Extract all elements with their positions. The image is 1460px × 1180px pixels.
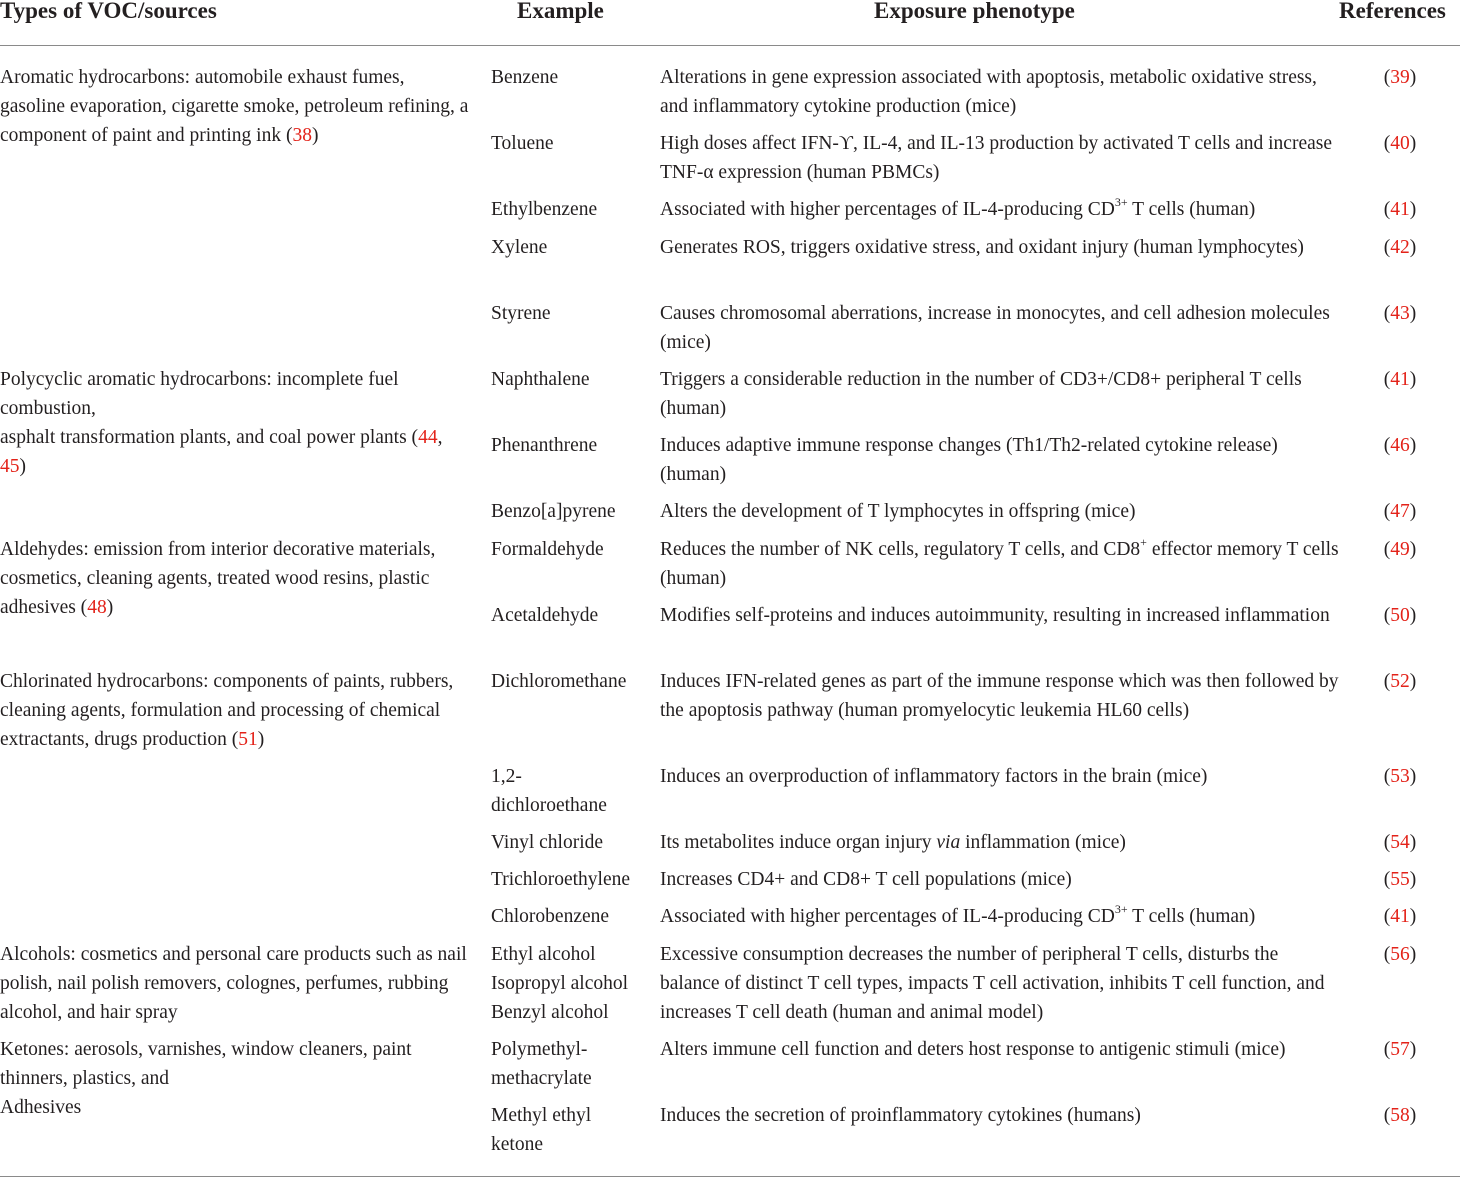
ref-link[interactable]: 40 bbox=[1390, 133, 1410, 154]
ref-link[interactable]: 45 bbox=[0, 456, 20, 477]
ref-link[interactable]: 39 bbox=[1390, 67, 1410, 88]
header-references: References bbox=[1339, 0, 1446, 23]
example-cell: Toluene bbox=[491, 133, 554, 154]
ref-link[interactable]: 55 bbox=[1390, 869, 1410, 890]
reference-cell: (40) bbox=[1383, 133, 1417, 154]
example-cell: Dichloromethane bbox=[491, 671, 627, 692]
phenotype-cell: Reduces the number of NK cells, regulatory T cells, and CD8+ effector memory T cells (human) bbox=[660, 535, 1339, 589]
header-rule bbox=[0, 45, 1460, 46]
example-cell: Benzo[a]pyrene bbox=[491, 501, 616, 522]
example-cell: Trichloroethylene bbox=[491, 869, 631, 890]
table-header bbox=[0, 0, 1460, 26]
example-cell: Chlorobenzene bbox=[491, 906, 610, 927]
ref-link[interactable]: 47 bbox=[1390, 501, 1410, 522]
reference-cell: (41) bbox=[1383, 199, 1417, 220]
example-cell: Styrene bbox=[491, 303, 551, 324]
example-cell: Polymethyl- methacrylate bbox=[491, 1039, 592, 1089]
phenotype-cell: Generates ROS, triggers oxidative stress, and oxidant injury (human lymphocytes) bbox=[660, 237, 1304, 258]
reference-cell: (57) bbox=[1383, 1039, 1417, 1060]
ref-link[interactable]: 52 bbox=[1390, 671, 1410, 692]
phenotype-cell: Excessive consumption decreases the number of peripheral T cells, disturbs the balance of distinct T cell types, impacts T cell activation, inhibits T cell function, and increases T cell death (human and animal model) bbox=[660, 944, 1325, 1023]
phenotype-cell: High doses affect IFN-ϒ, IL-4, and IL-13 production by activated T cells and increase TNF-α expression (human PBMCs) bbox=[660, 133, 1332, 183]
reference-cell: (50) bbox=[1383, 605, 1417, 626]
ref-link[interactable]: 50 bbox=[1390, 605, 1410, 626]
group-aldehydes: Aldehydes: emission from interior decorative materials, cosmetics, cleaning agents, treated wood resins, plastic adhesives (48) bbox=[0, 539, 436, 618]
reference-cell: (41) bbox=[1383, 369, 1417, 390]
phenotype-cell: Increases CD4+ and CD8+ T cell populations (mice) bbox=[660, 869, 1072, 890]
group-chlorinated: Chlorinated hydrocarbons: components of paints, rubbers, cleaning agents, formulation and processing of chemical extractants, drugs production (51) bbox=[0, 671, 454, 750]
phenotype-cell: Alters immune cell function and deters host response to antigenic stimuli (mice) bbox=[660, 1039, 1286, 1060]
example-cell: Formaldehyde bbox=[491, 539, 604, 560]
ref-link[interactable]: 56 bbox=[1390, 944, 1410, 965]
group-alcohols: Alcohols: cosmetics and personal care products such as nail polish, nail polish removers, colognes, perfumes, rubbing alcohol, and hair spray bbox=[0, 944, 467, 1023]
group-polycyclic: Polycyclic aromatic hydrocarbons: incomplete fuel combustion, asphalt transformation plants, and coal power plants (44, 45) bbox=[0, 369, 443, 477]
example-cell: 1,2- dichloroethane bbox=[491, 766, 607, 816]
group-aromatic: Aromatic hydrocarbons: automobile exhaust fumes, gasoline evaporation, cigarette smoke, petroleum refining, a component of paint and printing ink (38) bbox=[0, 67, 469, 146]
ref-link[interactable]: 46 bbox=[1390, 435, 1410, 456]
header-example: Example bbox=[517, 0, 604, 23]
reference-cell: (54) bbox=[1383, 832, 1417, 853]
header-phenotype: Exposure phenotype bbox=[874, 0, 1075, 23]
reference-cell: (55) bbox=[1383, 869, 1417, 890]
phenotype-cell: Its metabolites induce organ injury via inflammation (mice) bbox=[660, 832, 1126, 853]
example-cell: Ethylbenzene bbox=[491, 199, 598, 220]
example-cell: Acetaldehyde bbox=[491, 605, 599, 626]
ref-link[interactable]: 42 bbox=[1390, 237, 1410, 258]
ref-link[interactable]: 38 bbox=[292, 125, 312, 146]
example-cell: Ethyl alcohol Isopropyl alcohol Benzyl alcohol bbox=[491, 944, 629, 1023]
reference-cell: (52) bbox=[1383, 671, 1417, 692]
ref-link[interactable]: 51 bbox=[238, 729, 258, 750]
header-types: Types of VOC/sources bbox=[0, 0, 217, 23]
phenotype-cell: Induces an overproduction of inflammatory factors in the brain (mice) bbox=[660, 766, 1208, 787]
phenotype-cell: Causes chromosomal aberrations, increase in monocytes, and cell adhesion molecules (mice) bbox=[660, 303, 1330, 353]
example-cell: Xylene bbox=[491, 237, 548, 258]
group-ketones: Ketones: aerosols, varnishes, window cleaners, paint thinners, plastics, and Adhesives bbox=[0, 1039, 412, 1118]
reference-cell: (47) bbox=[1383, 501, 1417, 522]
reference-cell: (43) bbox=[1383, 303, 1417, 324]
ref-link[interactable]: 48 bbox=[87, 597, 107, 618]
ref-link[interactable]: 41 bbox=[1390, 906, 1410, 927]
phenotype-cell: Alterations in gene expression associated with apoptosis, metabolic oxidative stress, and inflammatory cytokine production (mice) bbox=[660, 67, 1317, 117]
reference-cell: (41) bbox=[1383, 906, 1417, 927]
reference-cell: (49) bbox=[1383, 539, 1417, 560]
reference-cell: (56) bbox=[1383, 944, 1417, 965]
phenotype-cell: Modifies self-proteins and induces autoimmunity, resulting in increased inflammation bbox=[660, 605, 1330, 626]
reference-cell: (58) bbox=[1383, 1105, 1417, 1126]
footer-rule bbox=[0, 1176, 1460, 1177]
phenotype-cell: Associated with higher percentages of IL-4-producing $CD^{3+}$ T cells (human) bbox=[660, 902, 1256, 927]
example-cell: Methyl ethyl ketone bbox=[491, 1105, 592, 1155]
reference-cell: (46) bbox=[1383, 435, 1417, 456]
example-cell: Naphthalene bbox=[491, 369, 590, 390]
ref-link[interactable]: 41 bbox=[1390, 199, 1410, 220]
example-cell: Benzene bbox=[491, 67, 559, 88]
ref-link[interactable]: 53 bbox=[1390, 766, 1410, 787]
ref-link[interactable]: 44 bbox=[418, 427, 438, 448]
example-cell: Vinyl chloride bbox=[491, 832, 604, 853]
reference-cell: (42) bbox=[1383, 237, 1417, 258]
example-cell: Phenanthrene bbox=[491, 435, 598, 456]
phenotype-cell: Induces adaptive immune response changes (Th1/Th2-related cytokine release) (human) bbox=[660, 435, 1278, 485]
ref-link[interactable]: 43 bbox=[1390, 303, 1410, 324]
reference-cell: (39) bbox=[1383, 67, 1417, 88]
phenotype-cell: Associated with higher percentages of IL-4-producing $CD^{3+}$ T cells (human) bbox=[660, 195, 1256, 220]
phenotype-cell: Alters the development of T lymphocytes in offspring (mice) bbox=[660, 501, 1136, 522]
phenotype-cell: Triggers a considerable reduction in the number of CD3+/CD8+ peripheral T cells (human) bbox=[660, 369, 1302, 419]
ref-link[interactable]: 58 bbox=[1390, 1105, 1410, 1126]
ref-link[interactable]: 41 bbox=[1390, 369, 1410, 390]
ref-link[interactable]: 49 bbox=[1390, 539, 1410, 560]
phenotype-cell: Induces the secretion of proinflammatory cytokines (humans) bbox=[660, 1105, 1141, 1126]
ref-link[interactable]: 54 bbox=[1390, 832, 1410, 853]
reference-cell: (53) bbox=[1383, 766, 1417, 787]
phenotype-cell: Induces IFN-related genes as part of the immune response which was then followed by the apoptosis pathway (human promyelocytic leukemia HL60 cells) bbox=[660, 671, 1339, 721]
ref-link[interactable]: 57 bbox=[1390, 1039, 1410, 1060]
